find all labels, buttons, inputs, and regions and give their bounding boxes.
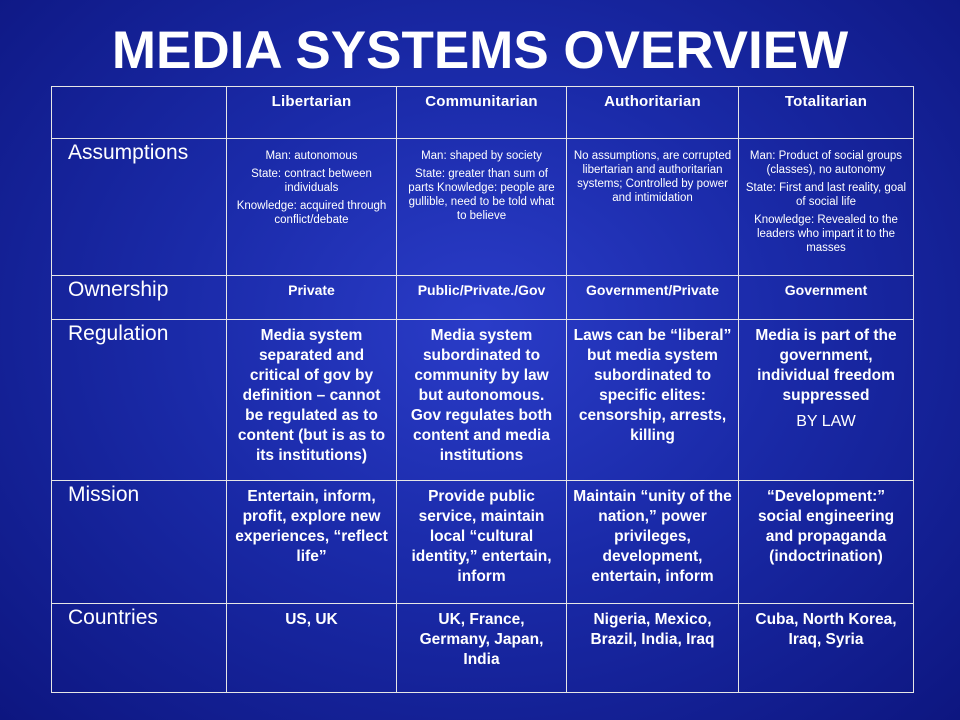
row-label-regulation: Regulation [52, 320, 227, 481]
cell-text: Knowledge: Revealed to the leaders who impart it to the masses [754, 214, 898, 254]
row-label-assumptions: Assumptions [52, 139, 227, 276]
media-systems-table [51, 86, 914, 693]
cell-text: No assumptions, are corrupted libertarian and authoritarian systems; Controlled by power and intimidation [573, 150, 732, 204]
cell-regulation-libertarian [227, 320, 397, 481]
cell-text-by-law: BY LAW [796, 413, 856, 430]
cell-text: Entertain, inform, profit, explore new experiences, “reflect life” [235, 488, 388, 565]
cell-text: Provide public service, maintain local “cultural identity,” entertain, inform [411, 488, 552, 585]
cell-assumptions-totalitarian [739, 139, 914, 276]
table-row-ownership [52, 276, 914, 320]
cell-ownership-authoritarian: Government/Private [567, 276, 739, 320]
cell-countries-communitarian [397, 604, 567, 693]
header-cell-empty [52, 87, 227, 139]
cell-text: Media is part of the government, individual freedom suppressed [755, 327, 897, 404]
cell-assumptions-communitarian [397, 139, 567, 276]
header-libertarian: Libertarian [227, 87, 397, 139]
cell-regulation-totalitarian [739, 320, 914, 481]
cell-countries-authoritarian [567, 604, 739, 693]
cell-text: State: contract between individuals [251, 168, 372, 194]
table-row-mission [52, 481, 914, 604]
table-row-regulation [52, 320, 914, 481]
cell-text: Man: Product of social groups (classes), no autonomy [749, 150, 903, 176]
cell-countries-totalitarian [739, 604, 914, 693]
table-header-row [52, 87, 914, 139]
cell-ownership-totalitarian: Government [739, 276, 914, 320]
slide-title: MEDIA SYSTEMS OVERVIEW [111, 21, 849, 80]
cell-regulation-authoritarian [567, 320, 739, 481]
cell-text: Nigeria, Mexico, Brazil, India, Iraq [590, 611, 715, 648]
cell-countries-libertarian [227, 604, 397, 693]
cell-text: Cuba, North Korea, Iraq, Syria [755, 611, 897, 648]
header-communitarian: Communitarian [397, 87, 567, 139]
cell-text: Media system separated and critical of gov by definition – cannot be regulated as to content (but is as to its institutions) [237, 327, 386, 464]
cell-assumptions-authoritarian [567, 139, 739, 276]
cell-text: UK, France, Germany, Japan, India [419, 611, 544, 668]
cell-mission-libertarian [227, 481, 397, 604]
cell-text: Media system subordinated to community by law but autonomous. Gov regulates both content and media institutions [410, 327, 553, 464]
cell-text: Maintain “unity of the nation,” power privileges, development, entertain, inform [573, 488, 732, 585]
header-authoritarian: Authoritarian [567, 87, 739, 139]
header-totalitarian: Totalitarian [739, 87, 914, 139]
cell-text: Man: shaped by society [421, 150, 542, 162]
cell-text: US, UK [285, 611, 338, 628]
cell-mission-totalitarian [739, 481, 914, 604]
table-row-countries [52, 604, 914, 693]
cell-mission-communitarian [397, 481, 567, 604]
table-row-assumptions [52, 139, 914, 276]
row-label-countries: Countries [52, 604, 227, 693]
cell-text: Laws can be “liberal” but media system subordinated to specific elites: censorship, arrests, killing [573, 327, 732, 444]
row-label-mission: Mission [52, 481, 227, 604]
cell-ownership-libertarian: Private [227, 276, 397, 320]
cell-assumptions-libertarian [227, 139, 397, 276]
cell-regulation-communitarian [397, 320, 567, 481]
cell-text: “Development:” social engineering and propaganda (indoctrination) [757, 488, 895, 565]
cell-text: Man: autonomous [265, 150, 358, 162]
cell-ownership-communitarian: Public/Private./Gov [397, 276, 567, 320]
cell-text: Knowledge: acquired through conflict/debate [236, 200, 387, 226]
cell-mission-authoritarian [567, 481, 739, 604]
row-label-ownership: Ownership [52, 276, 227, 320]
cell-text: State: greater than sum of parts Knowledge: people are gullible, need to be told what to believe [408, 168, 555, 222]
cell-text: State: First and last reality, goal of social life [745, 182, 907, 208]
